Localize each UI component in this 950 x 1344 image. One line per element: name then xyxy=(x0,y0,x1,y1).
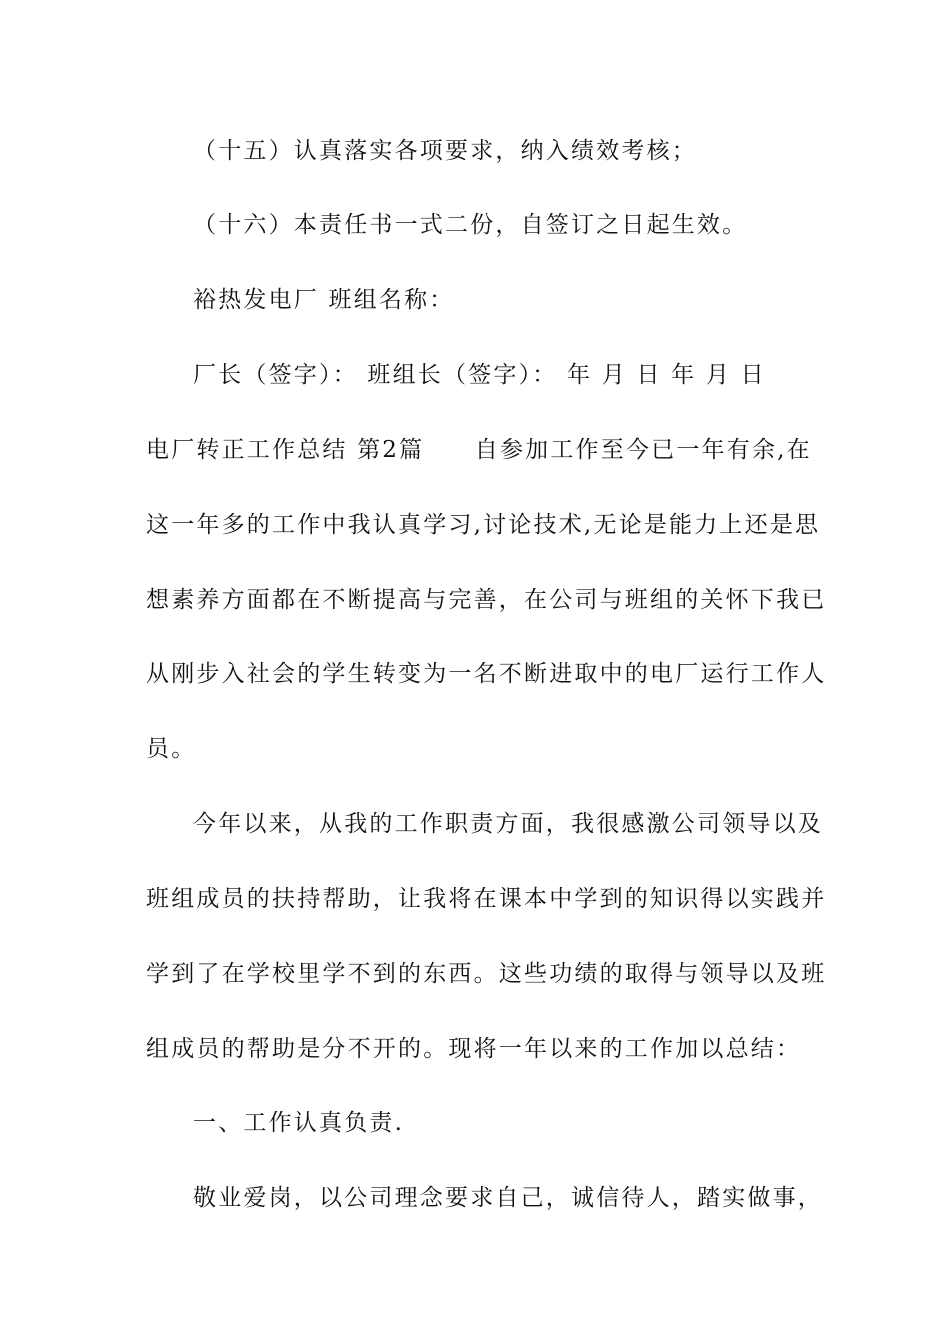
text-line-14: 一、工作认真负责. xyxy=(193,1110,405,1136)
text-line-6: 这一年多的工作中我认真学习,讨论技术,无论是能力上还是思 xyxy=(146,512,821,538)
text-line-7: 想素养方面都在不断提高与完善，在公司与班组的关怀下我已 xyxy=(146,587,827,613)
text-line-1: （十五）认真落实各项要求，纳入绩效考核； xyxy=(193,138,697,164)
text-line-11: 班组成员的扶持帮助，让我将在课本中学到的知识得以实践并 xyxy=(146,886,827,912)
text-line-10: 今年以来，从我的工作职责方面，我很感激公司领导以及 xyxy=(193,811,823,837)
text-line-8: 从刚步入社会的学生转变为一名不断进取中的电厂运行工作人 xyxy=(146,661,827,687)
text-line-12: 学到了在学校里学不到的东西。这些功绩的取得与领导以及班 xyxy=(146,961,827,987)
text-line-9: 员。 xyxy=(146,736,197,762)
text-line-13: 组成员的帮助是分不开的。现将一年以来的工作加以总结： xyxy=(146,1036,802,1062)
text-line-15: 敬业爱岗，以公司理念要求自己，诚信待人，踏实做事， xyxy=(193,1185,823,1211)
text-line-3: 裕热发电厂 班组名称： xyxy=(193,287,455,313)
text-line-5: 电厂转正工作总结 第2篇 自参加工作至今已一年有余,在 xyxy=(146,437,812,463)
text-line-4: 厂长（签字）： 班组长（签字）： 年 月 日 年 月 日 xyxy=(193,362,766,388)
text-line-2: （十六）本责任书一式二份，自签订之日起生效。 xyxy=(193,212,748,238)
